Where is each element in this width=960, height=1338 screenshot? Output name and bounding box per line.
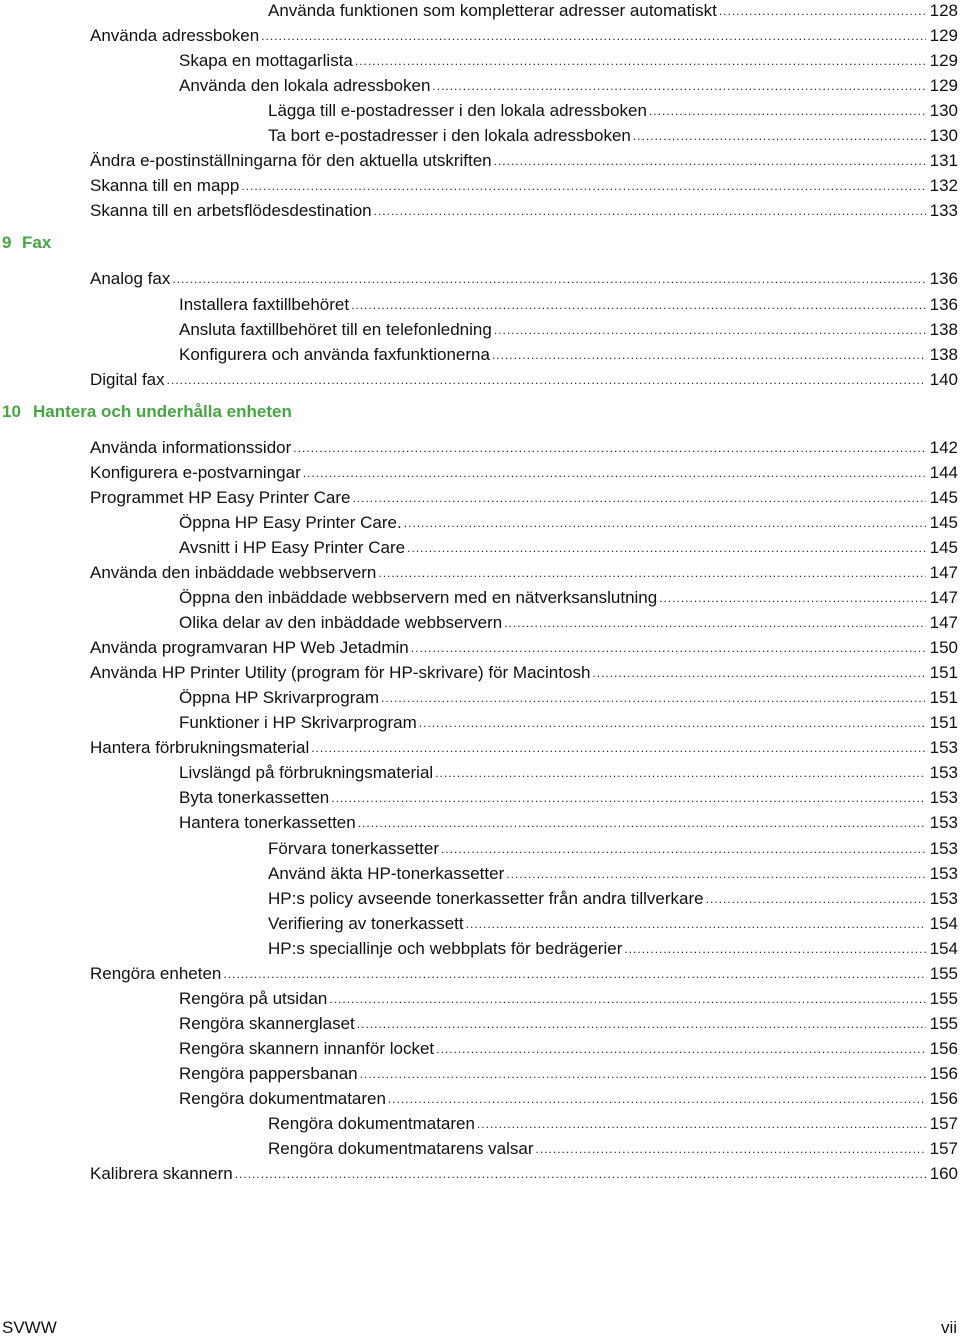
toc-entry-page: 145 [929,537,958,557]
toc-entry-page: 130 [929,101,958,121]
toc-entry-page: 131 [929,151,958,171]
toc-entry-title: HP:s speciallinje och webbplats för bedrägerier [268,938,623,958]
chapter-number: 10 [2,401,21,421]
toc-entry-page: 138 [929,319,958,339]
toc-entry-title: Ansluta faxtillbehöret till en telefonledning [179,319,492,339]
toc-entry[interactable] [90,268,958,290]
toc-entry-title: Konfigurera och använda faxfunktionerna [179,344,490,364]
toc-entry-title: Rengöra skannerglaset [179,1013,355,1033]
toc-entry-page: 136 [929,294,958,314]
toc-entry-title: Lägga till e-postadresser i den lokala adressboken [268,101,647,121]
dot-leader [172,270,925,288]
dot-leader [536,1140,926,1158]
toc-entry-title: Ta bort e-postadresser i den lokala adressboken [268,126,631,146]
toc-entry-title: Använda den lokala adressboken [179,76,431,96]
dot-leader [261,27,925,45]
dot-leader [360,1065,926,1083]
toc-entry-page: 153 [929,788,958,808]
dot-leader [441,840,926,858]
toc-entry-title: Använda funktionen som kompletterar adresser automatiskt [268,1,717,20]
toc-entry[interactable] [268,863,958,885]
toc-entry-page: 129 [929,76,958,96]
toc-entry-title: Hantera tonerkassetten [179,813,356,833]
toc-entry-title: Rengöra dokumentmatarens valsar [268,1139,534,1159]
toc-entry-page: 157 [929,1139,958,1159]
toc-entry-page: 155 [929,963,958,983]
toc-entry[interactable] [268,100,958,122]
toc-entry-title: Öppna HP Easy Printer Care. [179,512,402,532]
toc-entry-page: 156 [929,1063,958,1083]
dot-leader [381,689,926,707]
toc-entry[interactable] [90,369,958,391]
toc-entry-title: Använda adressboken [90,26,260,46]
toc-entry[interactable] [179,344,958,366]
toc-entry[interactable] [179,712,958,734]
toc-entry[interactable] [90,200,958,222]
toc-entry-title: HP:s policy avseende tonerkassetter från andra tillverkare [268,888,704,908]
toc-entry-title: Skanna till en arbetsflödesdestination [90,201,372,221]
toc-entry[interactable] [179,787,958,809]
toc-entry-page: 153 [929,838,958,858]
dot-leader [492,346,926,364]
toc-entry[interactable] [90,150,958,172]
toc-entry-title: Förvara tonerkassetter [268,838,440,858]
toc-entry[interactable] [179,1063,958,1085]
toc-entry-page: 153 [929,738,958,758]
toc-entry[interactable] [179,612,958,634]
toc-entry-page: 153 [929,863,958,883]
toc-entry-page: 154 [929,913,958,933]
dot-leader [388,1090,926,1108]
chapter-title: Hantera och underhålla enheten [33,401,292,421]
toc-entry-page: 153 [929,888,958,908]
dot-leader [358,814,926,832]
toc-entry-title: Avsnitt i HP Easy Printer Care [179,537,406,557]
toc-entry-page: 160 [929,1164,958,1184]
toc-entry[interactable] [90,437,958,459]
dot-leader [436,1040,925,1058]
toc-entry-title: Öppna HP Skrivarprogram [179,688,379,708]
toc-entry-page: 157 [929,1114,958,1134]
toc-entry[interactable] [179,762,958,784]
toc-entry[interactable] [179,1088,958,1110]
toc-entry[interactable] [179,988,958,1010]
toc-entry[interactable] [268,938,958,960]
toc-entry-page: 154 [929,938,958,958]
toc-entry-page: 151 [929,688,958,708]
toc-entry-page: 129 [929,26,958,46]
toc-entry[interactable] [90,662,958,684]
toc-entry[interactable] [268,888,958,910]
dot-leader [435,764,925,782]
dot-leader [466,915,926,933]
toc-entry-page: 150 [929,638,958,658]
dot-leader [407,539,926,557]
toc-entry-title: Använda den inbäddade webbservern [90,562,377,582]
dot-leader [357,1015,926,1033]
toc-entry-page: 147 [929,562,958,582]
toc-entry-title: Rengöra skannern innanför locket [179,1038,435,1058]
dot-leader [504,614,925,632]
dot-leader [311,739,925,757]
toc-entry-title: Hantera förbrukningsmaterial [90,738,310,758]
toc-entry-page: 151 [929,663,958,683]
toc-entry-title: Funktioner i HP Skrivarprogram [179,713,417,733]
dot-leader [477,1115,926,1133]
dot-leader [374,202,926,220]
dot-leader [351,296,926,314]
dot-leader [419,714,926,732]
toc-entry-title: Verifiering av tonerkassett [268,913,464,933]
toc-entry[interactable] [268,125,958,147]
toc-entry-page: 155 [929,1013,958,1033]
toc-entry[interactable] [90,963,958,985]
toc-entry-page: 155 [929,988,958,1008]
toc-entry[interactable] [179,1013,958,1035]
toc-entry-page: 145 [929,487,958,507]
chapter-title: Fax [22,233,52,253]
dot-leader [432,77,925,95]
toc-entry-page: 133 [929,201,958,221]
toc-entry[interactable] [268,838,958,860]
dot-leader [331,789,925,807]
dot-leader [506,865,925,883]
toc-entry-page: 147 [929,613,958,633]
toc-entry-title: Ändra e-postinställningarna för den aktuella utskriften [90,151,492,171]
dot-leader [167,371,926,389]
toc-entry[interactable] [179,587,958,609]
toc-entry-title: Konfigurera e-postvarningar [90,462,301,482]
toc-entry-page: 147 [929,588,958,607]
dot-leader [633,127,926,145]
toc-entry-title: Använda informationssidor [90,437,292,457]
toc-entry-title: Byta tonerkassetten [179,788,330,808]
toc-entry-page: 156 [929,1089,958,1108]
footer-page-number: vii [940,1318,957,1337]
toc-entry[interactable] [179,1038,958,1060]
dot-leader [494,152,926,170]
dot-leader [404,514,926,532]
toc-entry-title: Rengöra enheten [90,963,222,983]
toc-entry-title: Använd äkta HP-tonerkassetter [268,863,505,883]
dot-leader [223,965,925,983]
toc-entry-page: 136 [929,269,958,289]
toc-entry[interactable] [179,512,958,534]
toc-entry-title: Skapa en mottagarlista [179,51,353,71]
toc-entry[interactable] [90,1163,958,1185]
footer-doc-code: SVWW [2,1318,57,1337]
dot-leader [411,639,926,657]
toc-entry-title: Olika delar av den inbäddade webbservern [179,613,503,633]
dot-leader [659,589,925,607]
dot-leader [303,464,926,482]
toc-entry[interactable] [179,294,958,316]
toc-entry-title: Programmet HP Easy Printer Care [90,487,351,507]
toc-entry-page: 140 [929,369,958,389]
dot-leader [649,102,926,120]
dot-leader [624,940,925,958]
chapter-number: 9 [2,233,12,253]
dot-leader [352,489,925,507]
toc-entry-title: Öppna den inbäddade webbservern med en nätverksanslutning [179,588,658,607]
dot-leader [592,664,925,682]
toc-entry-page: 151 [929,713,958,733]
toc-entry[interactable] [90,175,958,197]
toc-entry-page: 129 [929,51,958,71]
toc-entry[interactable] [179,812,958,834]
toc-entry[interactable] [268,1113,958,1135]
toc-entry[interactable] [90,637,958,659]
toc-entry-title: Kalibrera skannern [90,1164,233,1184]
toc-entry[interactable] [179,319,958,341]
toc-entry-page: 144 [929,462,958,482]
dot-leader [355,52,926,70]
dot-leader [719,2,926,20]
toc-entry[interactable] [268,1138,958,1160]
toc-entry-title: Rengöra på utsidan [179,988,328,1008]
toc-entry-title: Rengöra pappersbanan [179,1063,358,1083]
dot-leader [241,177,925,195]
toc-entry[interactable] [90,562,958,584]
toc-entry[interactable] [179,537,958,559]
toc-entry[interactable] [179,75,958,97]
toc-entry-title: Använda HP Printer Utility (program för HP-skrivare) för Macintosh [90,663,591,683]
toc-entry-title: Skanna till en mapp [90,176,240,196]
dot-leader [293,439,925,457]
toc-entry-title: Rengöra dokumentmataren [179,1089,386,1108]
toc-entry-page: 138 [929,344,958,364]
dot-leader [494,321,926,339]
toc-entry-page: 145 [929,512,958,532]
toc-entry[interactable] [90,487,958,509]
toc-entry-page: 153 [929,763,958,783]
toc-entry[interactable] [90,737,958,759]
toc-entry[interactable] [179,50,958,72]
toc-entry-title: Livslängd på förbrukningsmaterial [179,763,434,783]
toc-entry-title: Digital fax [90,369,165,389]
toc-entry-title: Analog fax [90,269,171,289]
toc-entry-page: 128 [929,1,958,20]
toc-entry-page: 153 [929,813,958,833]
chapter-heading[interactable] [2,402,292,422]
toc-entry-page: 130 [929,126,958,146]
toc-entry-page: 132 [929,176,958,196]
dot-leader [706,890,926,908]
toc-entry[interactable] [268,913,958,935]
toc-entry[interactable] [90,25,958,47]
dot-leader [378,564,925,582]
toc-entry-page: 156 [929,1038,958,1058]
toc-entry[interactable] [179,687,958,709]
toc-entry[interactable] [90,462,958,484]
toc-entry-title: Rengöra dokumentmataren [268,1114,475,1134]
toc-entry[interactable] [268,0,958,22]
chapter-heading[interactable] [2,233,51,253]
toc-entry-title: Installera faxtillbehöret [179,294,350,314]
toc-entry-title: Använda programvaran HP Web Jetadmin [90,638,409,658]
toc-entry-page: 142 [929,437,958,457]
dot-leader [235,1165,926,1183]
dot-leader [329,990,925,1008]
